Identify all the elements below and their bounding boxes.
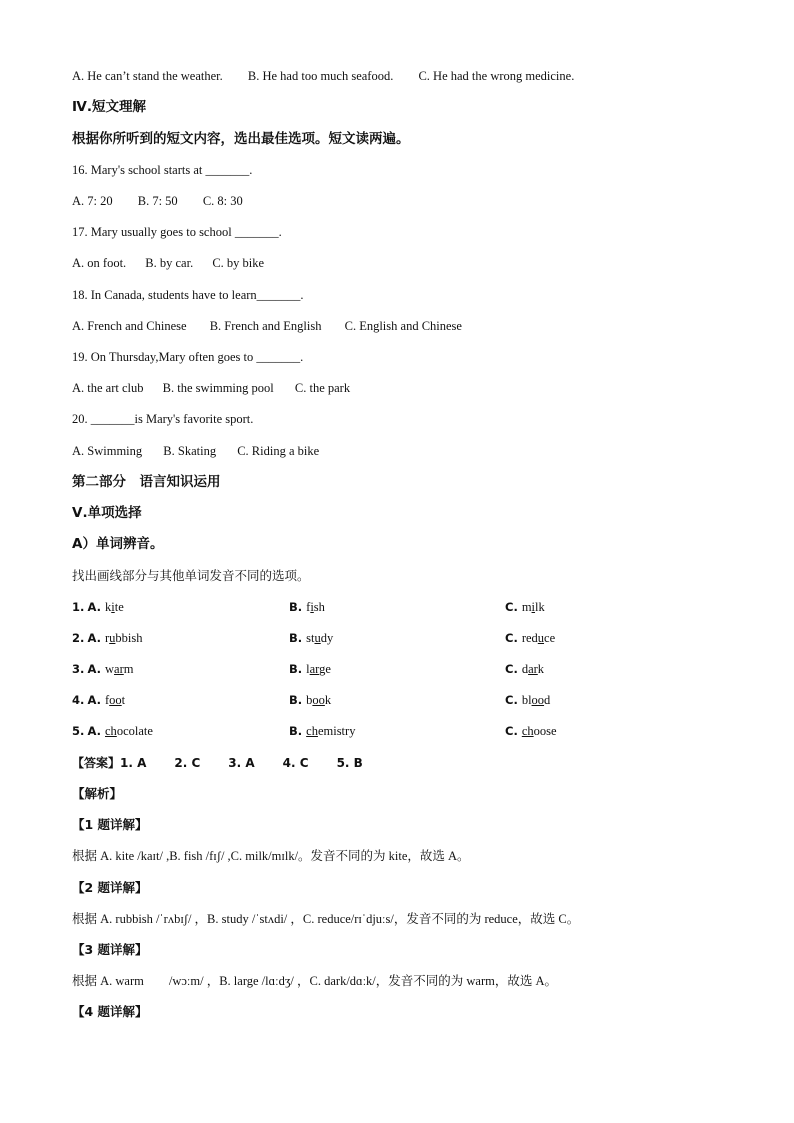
section4-title: Ⅳ.短文理解 [72, 99, 146, 115]
option-b: B. 7: 50 [137, 194, 178, 208]
phonics-option-c [505, 723, 557, 739]
question-number: 1. [72, 600, 85, 614]
underlined-part: i [310, 600, 314, 614]
answer-label: 【答案】 [72, 756, 121, 770]
word-part: l [306, 662, 310, 676]
word-part: oose [533, 724, 557, 738]
option-letter: C. [505, 662, 522, 676]
word-part: m [123, 662, 134, 676]
option-b: B. He had too much seafood. [247, 69, 394, 83]
option-letter: B. [289, 693, 307, 707]
phonics-option-b [289, 630, 333, 646]
option-a: A. 7: 20 [72, 194, 113, 208]
answer-item: 4. C [282, 756, 309, 770]
answer-line [72, 755, 363, 771]
option-b: B. the swimming pool [162, 381, 274, 395]
word-part: ce [544, 631, 556, 645]
section4-instruction: 根据你所听到的短文内容，选出最佳选项。短文读两遍。 [72, 131, 410, 147]
option-c: C. Riding a bike [237, 444, 320, 458]
answer-item: 1. A [120, 756, 147, 770]
phonics-option-a [72, 661, 133, 677]
word-part: d [521, 662, 529, 676]
option-letter: C. [505, 693, 522, 707]
option-letter: C. [505, 631, 522, 645]
option-b: B. Skating [163, 444, 217, 458]
underlined-part: ch [105, 724, 117, 738]
phonics-instruction: 找出画线部分与其他单词发音不同的选项。 [72, 568, 310, 583]
word-part: red [521, 631, 538, 645]
option-c: C. by bike [212, 256, 265, 270]
option-a: A. Swimming [72, 444, 143, 458]
underlined-part: ar [528, 662, 538, 676]
option-letter: A. [87, 662, 105, 676]
detail-3-label: 【3 题详解】 [72, 942, 148, 957]
option-letter: A. [87, 724, 105, 738]
underlined-part: oo [109, 693, 122, 707]
word-part: dy [320, 631, 334, 645]
underlined-part: ar [309, 662, 320, 676]
word-part: ocolate [116, 724, 153, 738]
answer-item: 3. A [228, 756, 255, 770]
question-20-options [72, 443, 319, 459]
phonics-option-a [72, 723, 153, 739]
word-part: te [114, 600, 124, 614]
analysis-label: 【解析】 [72, 786, 123, 801]
word-part: bl [521, 693, 532, 707]
question-16-options [72, 193, 243, 209]
q15-options [72, 68, 574, 84]
question-20-stem: 20. _______is Mary's favorite sport. [72, 412, 254, 426]
option-letter: A. [87, 600, 105, 614]
phonics-option-c [505, 661, 544, 677]
option-c: C. He had the wrong medicine. [418, 69, 575, 83]
word-part: d [544, 693, 551, 707]
detail-1-text: 根据 A. kite /kaɪt/ ,B. fish /fɪʃ/ ,C. milk/mɪlk/。发音不同的为 kite，故选 A。 [72, 849, 470, 863]
word-part: ge [319, 662, 331, 676]
question-number: 3. [72, 662, 85, 676]
word-part: st [306, 631, 315, 645]
part2-title: 第二部分 语言知识运用 [72, 474, 221, 490]
option-letter: C. [505, 600, 522, 614]
word-part: w [105, 662, 115, 676]
option-letter: C. [505, 724, 522, 738]
word-part: m [521, 600, 532, 614]
word-part: b [306, 693, 313, 707]
phonics-option-c [505, 630, 555, 646]
underlined-part: ar [114, 662, 124, 676]
underlined-part: oo [312, 693, 325, 707]
answer-item: 2. C [174, 756, 201, 770]
phonics-option-c [505, 692, 550, 708]
underlined-part: i [531, 600, 536, 614]
question-19-options [72, 380, 350, 396]
underlined-part: ch [306, 724, 318, 738]
question-19-stem: 19. On Thursday,Mary often goes to _______. [72, 350, 304, 364]
underlined-part: ch [521, 724, 534, 738]
detail-4-label: 【4 题详解】 [72, 1004, 148, 1019]
question-16-stem: 16. Mary's school starts at _______. [72, 163, 253, 177]
phonics-option-a [72, 630, 143, 646]
phonics-option-b [289, 692, 331, 708]
phonics-option-c [505, 599, 545, 615]
option-a: A. He can’t stand the weather. [72, 69, 223, 83]
detail-2-label: 【2 题详解】 [72, 880, 148, 895]
underlined-part: u [537, 631, 545, 645]
word-part: emistry [317, 724, 356, 738]
option-letter: B. [289, 724, 307, 738]
option-c: C. English and Chinese [344, 319, 462, 333]
underlined-part: u [109, 631, 116, 645]
question-number: 4. [72, 693, 85, 707]
underlined-part: u [314, 631, 321, 645]
underlined-part: oo [531, 693, 545, 707]
option-a: A. on foot. [72, 256, 127, 270]
option-a: A. French and Chinese [72, 319, 187, 333]
word-part: k [105, 600, 112, 614]
word-part: k [324, 693, 332, 707]
question-18-stem: 18. In Canada, students have to learn_______. [72, 288, 304, 302]
word-part: t [121, 693, 126, 707]
option-b: B. French and English [209, 319, 322, 333]
option-c: C. 8: 30 [202, 194, 243, 208]
option-letter: A. [87, 693, 105, 707]
word-part: lk [535, 600, 545, 614]
section5-title: Ⅴ.单项选择 [72, 505, 142, 521]
question-number: 5. [72, 724, 85, 738]
phonics-option-a [72, 692, 125, 708]
option-letter: B. [289, 600, 307, 614]
word-part: bbish [115, 631, 143, 645]
option-a: A. the art club [72, 381, 144, 395]
underlined-part: i [111, 600, 115, 614]
word-part: f [306, 600, 311, 614]
option-letter: B. [289, 631, 307, 645]
option-c: C. the park [294, 381, 351, 395]
answer-item: 5. B [336, 756, 363, 770]
question-number: 2. [72, 631, 85, 645]
phonics-option-b [289, 599, 325, 615]
question-17-stem: 17. Mary usually goes to school _______. [72, 225, 282, 239]
phonics-option-a [72, 599, 124, 615]
detail-2-text: 根据 A. rubbish /ˈrʌbɪʃ/ ，B. study /ˈstʌdi/ ，C. reduce/rɪˈdjuːs/，发音不同的为 reduce，故选 C。 [72, 912, 580, 926]
option-letter: B. [289, 662, 307, 676]
option-b: B. by car. [145, 256, 194, 270]
phonics-option-b [289, 723, 355, 739]
subsection-a-title: A）单词辨音。 [72, 536, 164, 552]
detail-1-label: 【1 题详解】 [72, 817, 148, 832]
detail-3-text: 根据 A. warm /wɔːm/ ，B. large /lɑːdʒ/ ，C. dark/dɑːk/，发音不同的为 warm，故选 A。 [72, 974, 558, 988]
phonics-option-b [289, 661, 331, 677]
word-part: r [105, 631, 110, 645]
question-17-options [72, 255, 264, 271]
option-letter: A. [87, 631, 105, 645]
word-part: sh [313, 600, 325, 614]
word-part: k [537, 662, 545, 676]
word-part: f [105, 693, 110, 707]
question-18-options [72, 318, 462, 334]
